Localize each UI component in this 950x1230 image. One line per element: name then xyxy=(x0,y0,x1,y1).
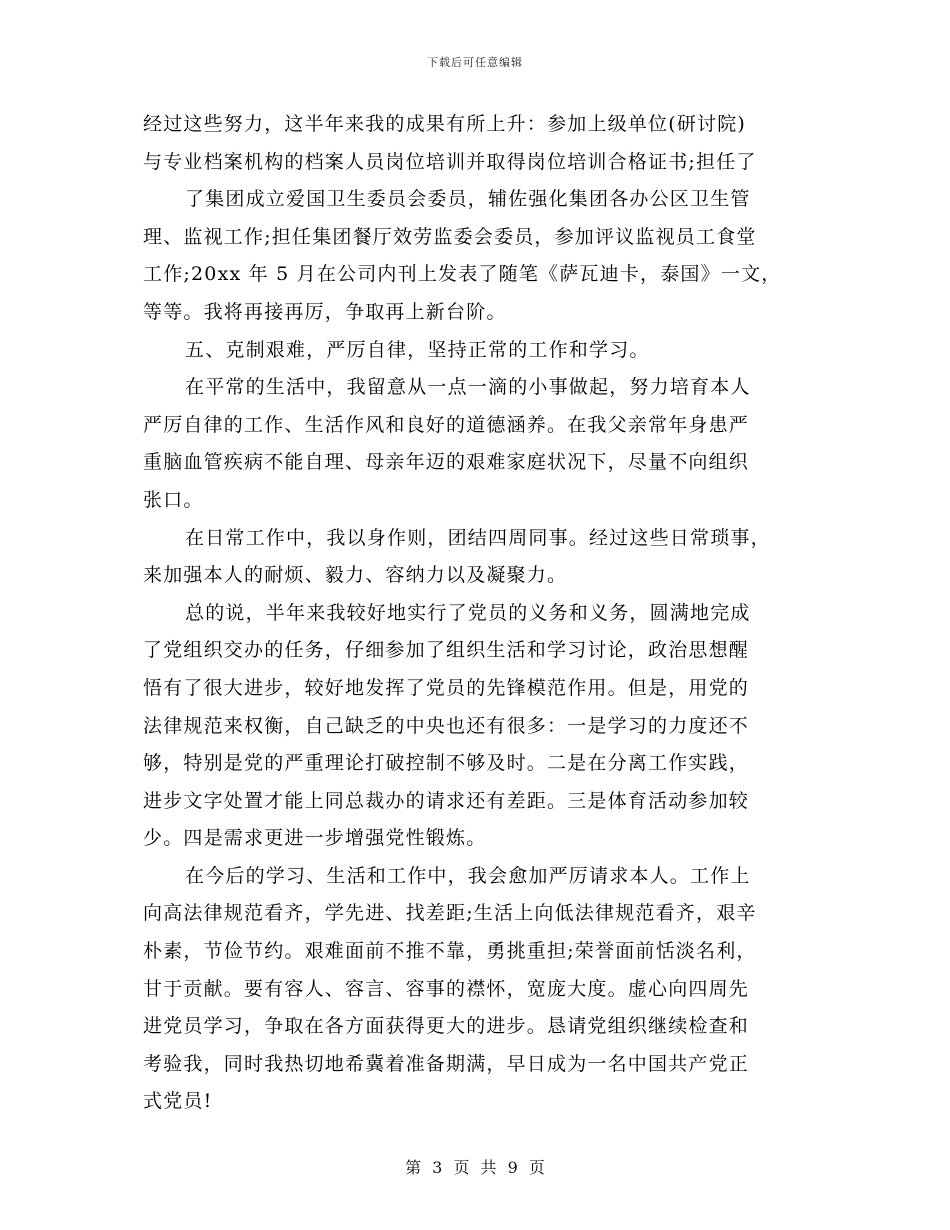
text-line: 理、监视工作;担任集团餐厅效劳监委会委员，参加评议监视员工食堂 xyxy=(143,225,757,248)
text-line: 进步文字处置才能上同总裁办的请求还有差距。三是体育活动参加较 xyxy=(143,789,750,812)
text-line: 式党员! xyxy=(143,1090,213,1113)
text-line: 在日常工作中，我以身作则，团结四周同事。经过这些日常琐事， xyxy=(185,526,771,549)
text-line: 进党员学习，争取在各方面获得更大的进步。恳请党组织继续检查和 xyxy=(143,1015,750,1038)
text-line: 严厉自律的工作、生活作风和良好的道德涵养。在我父亲常年身患严 xyxy=(143,413,750,436)
section-heading: 五、克制艰难，严厉自律，坚持正常的工作和学习。 xyxy=(185,338,650,361)
text-line: 了集团成立爱国卫生委员会委员，辅佐强化集团各办公区卫生管 xyxy=(185,188,751,211)
text-line: 工作;20xx 年 5 月在公司内刊上发表了随笔《萨瓦迪卡，泰国》一文， xyxy=(143,263,782,286)
text-line: 考验我，同时我热切地希冀着准备期满，早日成为一名中国共产党正 xyxy=(143,1052,750,1075)
text-line: 悟有了很大进步，较好地发挥了党员的先锋模范作用。但是，用党的 xyxy=(143,676,750,699)
text-line: 与专业档案机构的档案人员岗位培训并取得岗位培训合格证书;担任了 xyxy=(143,150,757,173)
text-line: 向高法律规范看齐，学先进、找差距;生活上向低法律规范看齐，艰辛 xyxy=(143,902,757,925)
document-body xyxy=(143,106,813,1121)
text-line: 在平常的生活中，我留意从一点一滴的小事做起，努力培育本人 xyxy=(185,376,751,399)
text-line: 少。四是需求更进一步增强党性锻炼。 xyxy=(143,827,487,850)
text-line: 经过这些努力，这半年来我的成果有所上升：参加上级单位(研讨院) xyxy=(143,113,747,135)
text-line: 在今后的学习、生活和工作中，我会愈加严厉请求本人。工作上 xyxy=(185,864,751,887)
text-line: 重脑血管疾病不能自理、母亲年迈的艰难家庭状况下，尽量不向组织 xyxy=(143,451,750,474)
text-line: 朴素，节俭节约。艰难面前不推不靠，勇挑重担;荣誉面前恬淡名利， xyxy=(143,940,757,963)
text-line: 法律规范来权衡，自己缺乏的中央也还有很多：一是学习的力度还不 xyxy=(143,714,750,737)
text-line: 甘于贡献。要有容人、容言、容事的襟怀，宽庞大度。虚心向四周先 xyxy=(143,977,750,1000)
text-line: 总的说，半年来我较好地实行了党员的义务和义务，圆满地完成 xyxy=(185,601,751,624)
text-line: 了党组织交办的任务，仔细参加了组织生活和学习讨论，政治思想醒 xyxy=(143,639,750,662)
text-line: 够，特别是党的严重理论打破控制不够及时。二是在分离工作实践， xyxy=(143,752,750,775)
page-number: 第 3 页 共 9 页 xyxy=(405,1158,545,1177)
text-line: 来加强本人的耐烦、毅力、容纳力以及凝聚力。 xyxy=(143,564,568,587)
text-line: 张口。 xyxy=(143,488,204,511)
text-line: 等等。我将再接再厉，争取再上新台阶。 xyxy=(143,300,507,323)
page-header: 下载后可任意编辑 xyxy=(427,56,523,69)
